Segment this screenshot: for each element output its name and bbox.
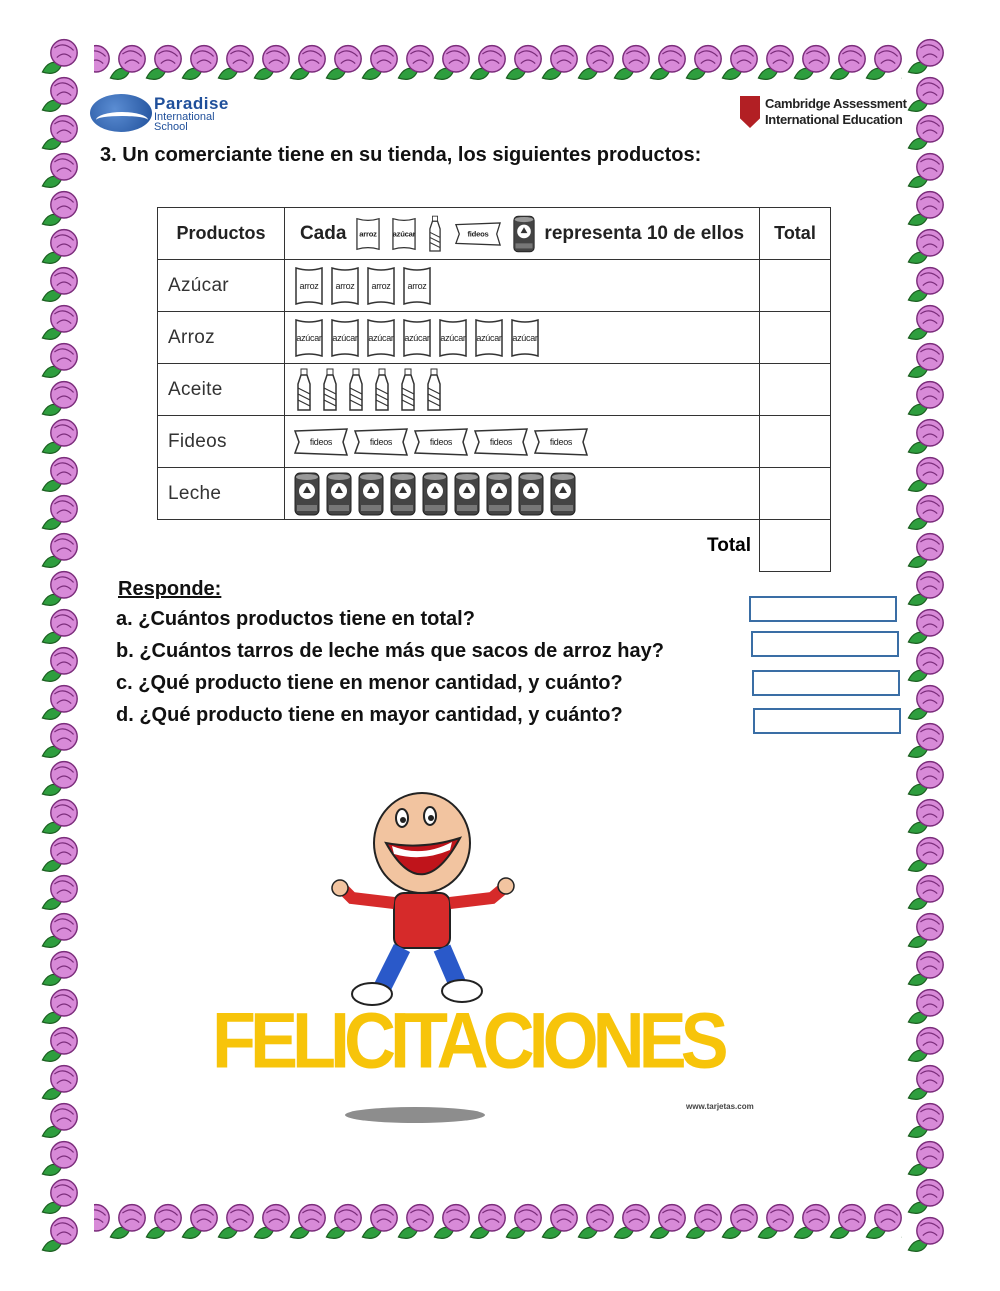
question-c: c. ¿Qué producto tiene en menor cantidad, y cuánto?: [116, 672, 623, 694]
ground-shadow: [345, 1107, 485, 1123]
header-legend: Cada arroz azúcar fideos representa 10 de ellos: [285, 208, 760, 260]
sack-icon: arroz: [329, 266, 361, 306]
bottle-icon: [397, 368, 419, 412]
question-a: a. ¿Cuántos productos tiene en total?: [116, 608, 475, 630]
sack-icon: azúcar: [437, 318, 469, 358]
website-credit: www.tarjetas.com: [686, 1102, 754, 1111]
milk-can-icon: [513, 214, 537, 253]
sack-icon: arroz: [365, 266, 397, 306]
milk-can-icon: [453, 471, 481, 517]
sack-icon: azúcar: [473, 318, 505, 358]
noodle-pack-icon: fideos: [473, 427, 529, 457]
header-products: Productos: [158, 208, 285, 260]
question-title: 3. Un comerciante tiene en su tienda, los siguientes productos:: [100, 144, 702, 166]
row-label: Fideos: [158, 416, 285, 468]
table-row: [158, 364, 831, 416]
table-row: [158, 312, 831, 364]
flower-border-left: [36, 36, 94, 1255]
paradise-school-logo: Paradise International School: [90, 92, 260, 136]
row-pictogram: [285, 468, 760, 520]
cambridge-logo: Cambridge Assessment International Education: [740, 96, 910, 132]
table-row: [158, 468, 831, 520]
answer-d-input[interactable]: [753, 708, 901, 734]
sack-icon: azúcar: [329, 318, 361, 358]
row-total-cell[interactable]: [760, 312, 831, 364]
sack-icon: arroz: [293, 266, 325, 306]
noodle-pack-icon: fideos: [413, 427, 469, 457]
sack-icon: azúcar: [401, 318, 433, 358]
bottle-icon: [371, 368, 393, 412]
sack-icon: azúcar: [509, 318, 541, 358]
milk-can-icon: [549, 471, 577, 517]
milk-can-icon: [357, 471, 385, 517]
bottle-icon: [293, 368, 315, 412]
row-total-cell[interactable]: [760, 416, 831, 468]
flower-border-right: [902, 36, 960, 1255]
total-row: [158, 520, 831, 572]
table-header-row: [158, 208, 831, 260]
total-label: Total: [285, 520, 760, 572]
sack-icon: arroz: [401, 266, 433, 306]
answer-b-input[interactable]: [751, 631, 899, 657]
bottle-icon: [423, 368, 445, 412]
row-total-cell[interactable]: [760, 260, 831, 312]
row-pictogram: [285, 312, 760, 364]
table-row: [158, 416, 831, 468]
row-total-cell[interactable]: [760, 364, 831, 416]
question-b: b. ¿Cuántos tarros de leche más que sacos de arroz hay?: [116, 640, 664, 662]
bottle-icon: [426, 215, 445, 252]
bottle-icon: [345, 368, 367, 412]
sack-icon: arroz: [355, 217, 382, 251]
milk-can-icon: [485, 471, 513, 517]
sack-icon: azúcar: [391, 217, 418, 251]
sack-icon: azúcar: [293, 318, 325, 358]
milk-can-icon: [325, 471, 353, 517]
row-label: Aceite: [158, 364, 285, 416]
pictogram-table: [157, 207, 831, 572]
row-pictogram: [285, 260, 760, 312]
row-pictogram: [285, 364, 760, 416]
bottle-icon: [319, 368, 341, 412]
answer-a-input[interactable]: [749, 596, 897, 622]
milk-can-icon: [421, 471, 449, 517]
milk-can-icon: [293, 471, 321, 517]
answer-c-input[interactable]: [752, 670, 900, 696]
flower-border-top: [36, 36, 958, 96]
row-total-cell[interactable]: [760, 468, 831, 520]
noodle-pack-icon: fideos: [455, 221, 503, 247]
table-row: [158, 260, 831, 312]
sack-icon: azúcar: [365, 318, 397, 358]
question-d: d. ¿Qué producto tiene en mayor cantidad, y cuánto?: [116, 704, 623, 726]
responde-heading: Responde:: [118, 578, 222, 600]
noodle-pack-icon: fideos: [293, 427, 349, 457]
noodle-pack-icon: fideos: [533, 427, 589, 457]
row-pictogram: [285, 416, 760, 468]
happy-kid-illustration: [322, 788, 522, 1028]
felicitaciones-banner: FELICITACIONES: [212, 997, 723, 1086]
grand-total-cell[interactable]: [760, 520, 831, 572]
milk-can-icon: [517, 471, 545, 517]
header-total: Total: [760, 208, 831, 260]
noodle-pack-icon: fideos: [353, 427, 409, 457]
flower-border-bottom: [36, 1195, 958, 1255]
row-label: Azúcar: [158, 260, 285, 312]
row-label: Arroz: [158, 312, 285, 364]
milk-can-icon: [389, 471, 417, 517]
shield-icon: [740, 96, 760, 128]
legend-icons: [352, 211, 538, 257]
row-label: Leche: [158, 468, 285, 520]
